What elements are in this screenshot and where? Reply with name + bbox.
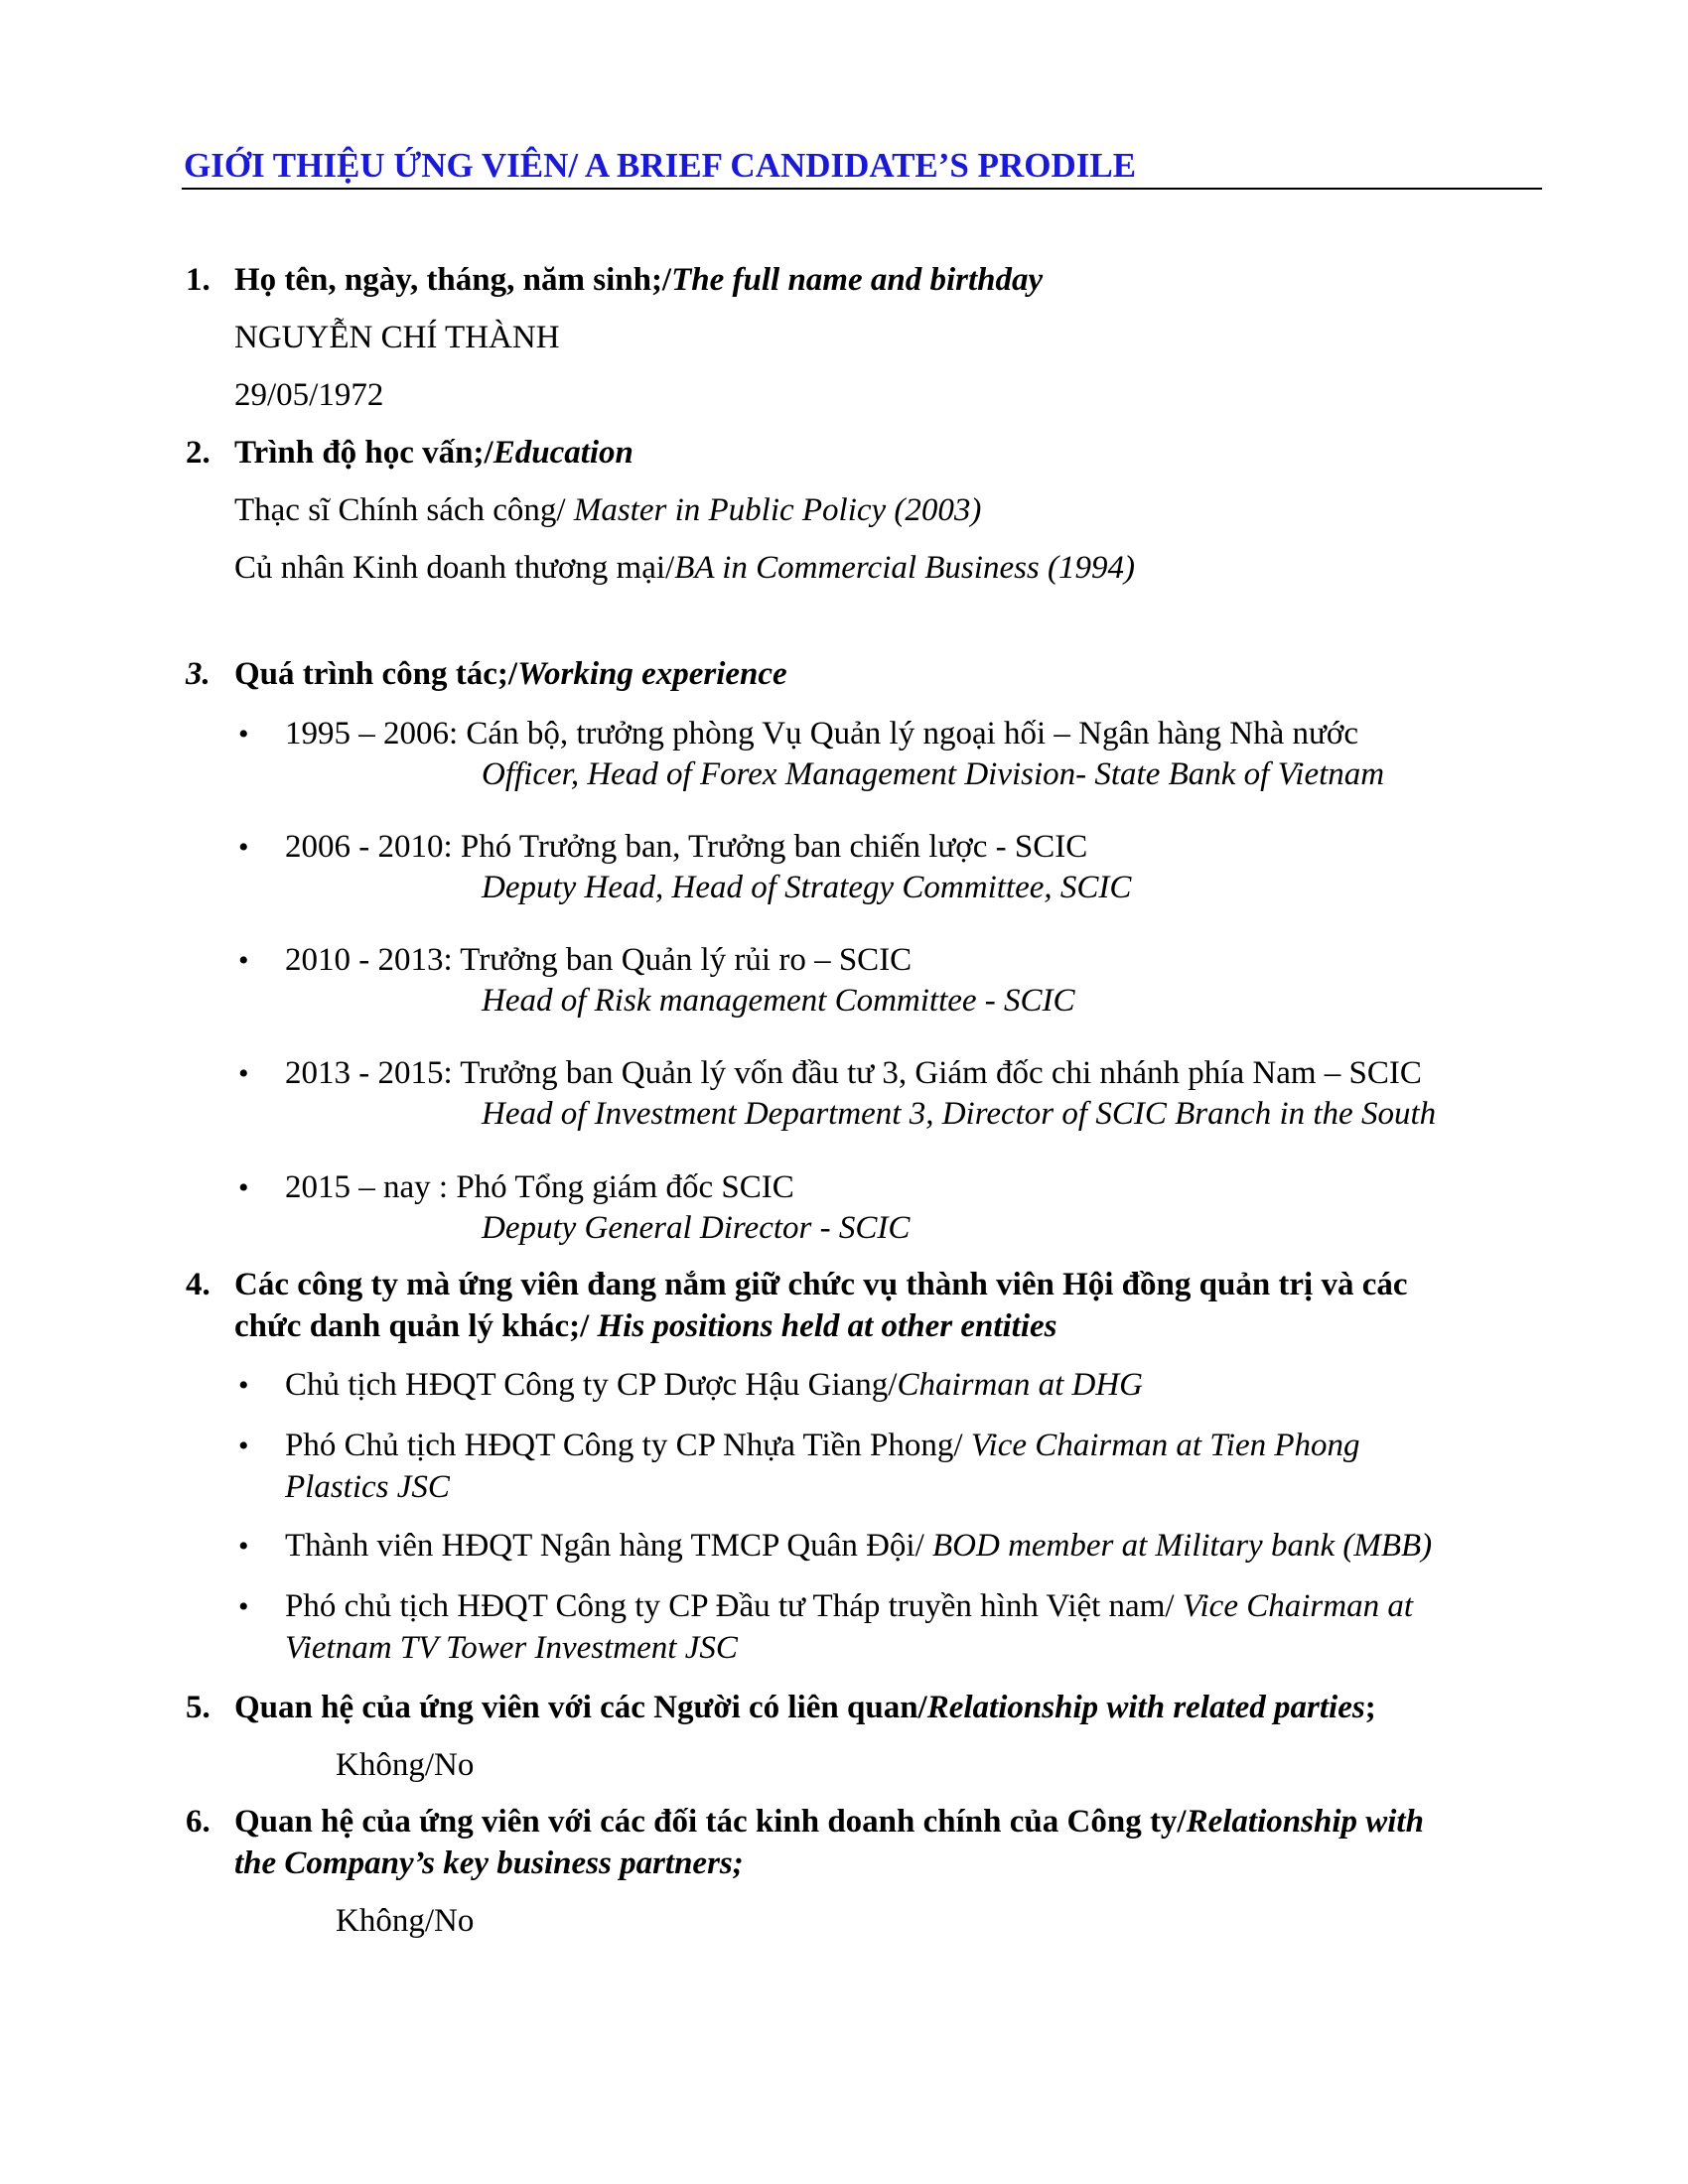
bullet-icon: • [238,1430,249,1462]
position-item: Phó chủ tịch HĐQT Công ty CP Đầu tư Tháp truyền hình Việt nam/ Vice Chairman at [285,1588,1413,1624]
education-item: Củ nhân Kinh doanh thương mại/BA in Commercial Business (1994) [234,550,1136,586]
bullet-icon: • [238,1590,249,1623]
experience-item: 2006 - 2010: Phó Trưởng ban, Trưởng ban chiến lược - SCIC [285,829,1088,865]
experience-item-en: Officer, Head of Forex Management Division- State Bank of Vietnam [482,756,1385,792]
position-item: Thành viên HĐQT Ngân hàng TMCP Quân Đội/ BOD member at Military bank (MBB) [285,1528,1433,1564]
section-2-number: 2. [186,435,211,471]
section-3-number: 3. [186,656,211,692]
bullet-icon: • [238,944,249,977]
section-4-heading: Các công ty mà ứng viên đang nắm giữ chức vụ thành viên Hội đồng quản trị và các [234,1267,1408,1302]
section-1-number: 1. [186,262,211,298]
bullet-icon: • [238,831,249,864]
section-5-answer: Không/No [336,1747,475,1783]
bullet-icon: • [238,1369,249,1402]
section-6-heading: Quan hệ của ứng viên với các đối tác kinh doanh chính của Công ty/Relationship with [234,1804,1424,1840]
title-underline [182,188,1542,190]
section-6-answer: Không/No [336,1903,475,1939]
experience-item-en: Deputy General Director - SCIC [482,1210,911,1246]
section-6-number: 6. [186,1804,211,1840]
position-item-cont: Plastics JSC [285,1469,450,1505]
section-5-heading: Quan hệ của ứng viên với các Người có liên quan/Relationship with related parties; [234,1690,1376,1725]
candidate-birthday: 29/05/1972 [234,377,384,413]
section-5-number: 5. [186,1690,211,1725]
bullet-icon: • [238,1057,249,1090]
candidate-name: NGUYỄN CHÍ THÀNH [234,320,560,355]
education-item: Thạc sĩ Chính sách công/ Master in Public Policy (2003) [234,492,982,528]
experience-item: 2013 - 2015: Trưởng ban Quản lý vốn đầu tư 3, Giám đốc chi nhánh phía Nam – SCIC [285,1055,1422,1091]
experience-item: 2015 – nay : Phó Tổng giám đốc SCIC [285,1169,794,1205]
section-4-heading-cont: chức danh quản lý khác;/ His positions held at other entities [234,1308,1057,1344]
position-item: Chủ tịch HĐQT Công ty CP Dược Hậu Giang/Chairman at DHG [285,1367,1144,1403]
position-item: Phó Chủ tịch HĐQT Công ty CP Nhựa Tiền Phong/ Vice Chairman at Tien Phong [285,1428,1360,1463]
experience-item: 1995 – 2006: Cán bộ, trưởng phòng Vụ Quản lý ngoại hối – Ngân hàng Nhà nước [285,716,1359,751]
position-item-cont: Vietnam TV Tower Investment JSC [285,1630,738,1666]
experience-item-en: Head of Risk management Committee - SCIC [482,983,1075,1019]
section-1-heading: Họ tên, ngày, tháng, năm sinh;/The full name and birthday [234,262,1044,298]
section-4-number: 4. [186,1267,211,1302]
page-title: GIỚI THIỆU ỨNG VIÊN/ A BRIEF CANDIDATE’S PRODILE [184,146,1137,185]
experience-item: 2010 - 2013: Trưởng ban Quản lý rủi ro – SCIC [285,942,913,978]
section-6-heading-cont: the Company’s key business partners; [234,1845,744,1881]
experience-item-en: Head of Investment Department 3, Director of SCIC Branch in the South [482,1096,1437,1132]
bullet-icon: • [238,1530,249,1563]
section-2-heading: Trình độ học vấn;/Education [234,435,633,471]
bullet-icon: • [238,1171,249,1204]
experience-item-en: Deputy Head, Head of Strategy Committee, SCIC [482,870,1132,905]
bullet-icon: • [238,718,249,751]
section-3-heading: Quá trình công tác;/Working experience [234,656,787,692]
